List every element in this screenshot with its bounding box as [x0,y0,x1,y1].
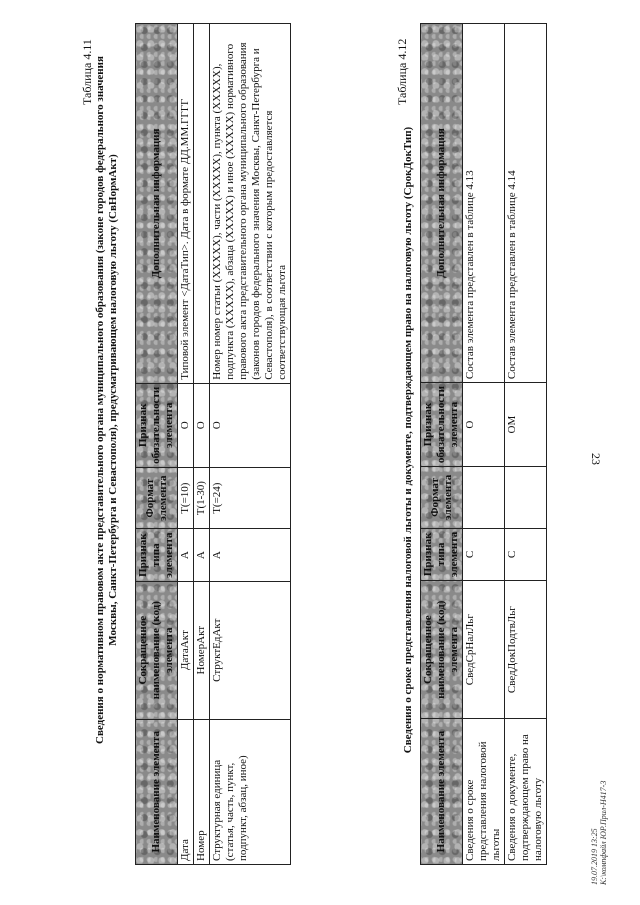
table-cell: СведСрНалЛьг [463,581,505,719]
table-row [463,24,505,865]
table-4-12 [420,23,547,865]
table-4-11 [135,23,291,865]
table-cell: Состав элемента представлен в таблице 4.13 [463,24,505,383]
header-cell: Формат элемента [136,467,178,529]
table-cell: О [463,383,505,467]
table-cell: А [178,529,194,581]
table-4-12-caption: Таблица 4.12 [395,38,409,105]
header-cell: Сокращенное наименование (код) элемента [136,581,178,719]
table-cell: О [178,383,194,467]
header-cell: Формат элемента [421,467,463,529]
footer-timestamp: 19.07.2019 13:25 [590,828,599,885]
table-cell: О [194,383,210,467]
table-cell: Номер [194,719,210,864]
table-cell: С [463,528,505,580]
table-header-row [421,24,463,865]
header-cell: Наименование элемента [136,719,178,864]
file-footer [590,781,608,885]
table-cell [505,467,547,529]
table-cell [194,24,210,384]
header-cell: Признак типа элемента [421,528,463,580]
table-4-11-caption: Таблица 4.11 [80,39,94,105]
table-cell: Номер номер статьи (XXXXX), части (XXXXX), пункта (XXXXX), подпункта (XXXXX), абзаца (XXXXX) и иное (XXXXX) нормативного правового акта представительного органа муниципального образования (законов городов федерального значения Москвы, Санкт-Петербурга и Севастополя), в соответствии с которым предоставляется соответствующая льгота [210,24,291,384]
table-cell: А [194,529,210,581]
table-cell: О [210,383,291,467]
table-row [178,24,194,865]
table-4-11-title-line2: Москвы, Санкт-Петербурга и Севастополя), предусматривающем налоговую льготу (СвНормАкт) [107,154,119,646]
table-4-11-title-line1: Сведения о нормативном правовом акте представительного органа муниципального образования (законе городов федерального значения [94,56,106,744]
table-cell: Структурная единица (статья, часть, пункт, подпункт, абзац, иное) [210,719,291,864]
header-cell: Дополнительная информация [421,24,463,383]
header-cell: Дополнительная информация [136,24,178,384]
table-4-11-title [94,10,120,790]
table-cell: T(=10) [178,467,194,529]
table-4-12-title: Сведения о сроке представления налоговой льготы и документе, подтверждающем право на налоговую льготу (СрокДокТип) [402,126,414,754]
header-cell: Признак типа элемента [136,529,178,581]
header-cell: Признак обязательности элемента [136,383,178,467]
table-cell [463,467,505,529]
table-row [210,24,291,865]
table-cell: СтруктЕдАкт [210,581,291,719]
table-cell: ОМ [505,383,547,467]
table-cell: СведДокПодтвЛьг [505,581,547,719]
table-row [194,24,210,865]
header-cell: Признак обязательности элемента [421,383,463,467]
table-cell: ДатаАкт [178,581,194,719]
table-cell: Сведения о документе, подтверждающем право на налоговую льготу [505,719,547,865]
table-header-row [136,24,178,865]
table-cell: НомерАкт [194,581,210,719]
table-cell: С [505,528,547,580]
table-cell: Состав элемента представлен в таблице 4.14 [505,24,547,383]
table-cell: Типовой элемент <ДатаТип>. Дата в формате ДД.ММ.ГГГГ [178,24,194,384]
table-cell: Дата [178,719,194,864]
table-cell: T(=24) [210,467,291,529]
footer-file-path: К:\компфайл ЮР.Прил-Н417-3 [599,780,608,885]
page-number: 23 [589,453,603,465]
header-cell: Наименование элемента [421,719,463,865]
table-cell: T(1-30) [194,467,210,529]
table-cell: А [210,529,291,581]
table-cell: Сведения о сроке представления налоговой льготы [463,719,505,865]
table-row [505,24,547,865]
header-cell: Сокращенное наименование (код) элемента [421,581,463,719]
